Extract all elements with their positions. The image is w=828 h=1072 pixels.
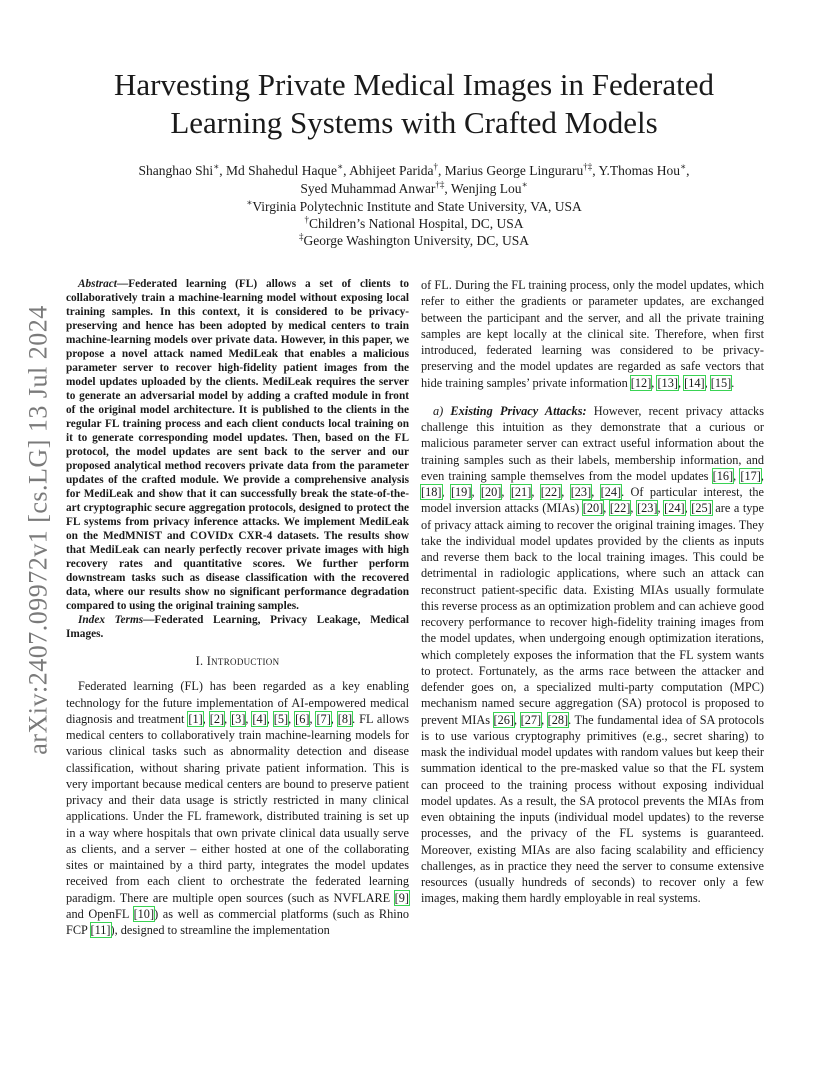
arxiv-identifier: arXiv:2407.09972v1 [cs.LG] 13 Jul 2024 [24,305,53,755]
affiliation-mark: ‡ [298,231,304,242]
body-text: are a type of privacy attack aiming to recover the original training images. They take the individual model updates provided by the clients as inputs and reverse them back to the local training images. This could be detrimental in radiologic applications, where such an attack can reconstruct patient-specific data. Existing MIAs usually formulate this reverse process as an optimization problem and can achieve good recovery performance to recover high-fidelity training images from the model updates, when undergoing enough optimization iterations, which completely exposes the information that the FL system wants to protect. Fortunately, as the arms race between the attacker and defender goes on, a specialized multi-party computation (MPC) mechanism named secure aggregation (SA) protocol is proposed to prevent MIAs [421,501,764,727]
body-text: . Of particular interest, the model inversion attacks (MIAs) [421,485,764,516]
citation-link[interactable]: [18] [421,485,442,499]
body-text: , [531,485,541,499]
body-text: , [224,711,232,726]
arxiv-stamp [22,295,56,765]
body-text: , [441,485,451,499]
author-mark: † [433,161,438,172]
affiliation [80,215,748,232]
author-mark: ∗ [679,161,687,172]
citation-link[interactable]: [20] [480,485,502,499]
citation-link[interactable]: [26] [493,712,515,727]
author: Shanghao Shi [138,163,214,178]
citation-link[interactable]: [24] [664,501,685,516]
right-column [421,277,764,907]
author: Md Shahedul Haque [226,163,337,178]
citation-link[interactable]: [14] [684,375,705,390]
body-text: and OpenFL [66,906,134,921]
body-text: of FL. During the FL training process, only the model updates, which refer to either the gradients or parameter updates, are exchanged between the participant and the server, and all the private training samples are kept locally at the clinical site. Therefore, when first introduced, federated learning was considered to be privacy-preserving and the model updates are regarded as safe vectors that hide training samples’ private information [421,278,764,390]
affiliation-text: Virginia Polytechnic Institute and State University, VA, USA [252,199,582,214]
author: Marius George Linguraru [444,163,584,178]
citation-link[interactable]: [8] [337,711,353,726]
body-text: , [630,501,637,516]
author-line-1: Shanghao Shi∗, Md Shahedul Haque∗, Abhijeet Parida†, Marius George Linguraru†‡, Y.Thomas Hou∗, [138,161,690,178]
affiliation-text: George Washington University, DC, USA [303,233,530,248]
body-text: , [561,485,571,499]
body-text: , [202,711,210,726]
citation-link[interactable]: [4] [252,711,267,726]
citation-link[interactable]: [22] [540,485,562,499]
author-mark: †‡ [435,179,445,190]
body-text: Federated learning (FL) has been regarded as a key enabling technology for the future implementation of AI-empowered medical diagnosis and treatment [66,679,409,726]
body-text: , [330,711,338,726]
citation-link[interactable]: [21] [510,485,532,499]
index-terms [66,613,409,641]
body-text: , [266,711,274,726]
citation-link[interactable]: [3] [231,711,246,726]
body-text: , [541,712,548,727]
paper-title: Harvesting Private Medical Images in Federated Learning Systems with Crafted Models [114,67,714,140]
intro-paragraph-2 [421,277,764,391]
citation-link[interactable]: [23] [636,501,658,516]
body-text: , [514,712,521,727]
citation-link[interactable]: [7] [316,711,331,726]
index-terms-text: —Federated Learning, Privacy Leakage, Medical Images. [66,614,409,640]
body-text: ), designed to streamline the implementation [110,923,330,937]
citation-link[interactable]: [28] [547,712,569,727]
citation-link[interactable]: [15] [710,375,732,390]
body-text: , [501,485,511,499]
body-text: , [677,375,685,390]
citation-link[interactable]: [13] [657,375,678,390]
body-text: , [651,375,658,390]
body-text: , [591,485,601,499]
existing-privacy-attacks-paragraph [421,403,764,907]
citation-link[interactable]: [22] [609,501,631,516]
author-mark: ∗ [337,161,344,172]
citation-link[interactable]: [1] [188,711,203,726]
author-mark: †‡ [583,161,593,172]
body-text: , [309,711,317,726]
body-text: ) as well as commercial platforms (such as Rhino FCP [66,906,409,937]
author-mark: ∗ [213,161,220,172]
body-text: , [245,711,253,726]
body-text: . FL allows medical centers to collaboratively train machine-learning models for various clinical tasks such as abnormality detection and disease classification, without sharing private patient information. This is very important because medical centers are bound to preserve patient privacy and their data usage is strictly restricted in many clinical applications. Under the FL framework, distributed training is set up in a way where hospitals that own private clinical data usually serve as clients, and a server – either hosted at one of the collaborating sites or maintained by a third party, integrates the model updates received from each client to orchestrate the federated learning paradigm. There are multiple open sources (such as NVFLARE [66,711,410,905]
body-text: , [760,468,764,483]
author: Wenjing Lou [450,181,522,196]
affiliation-mark: † [304,214,309,225]
body-text: , [288,711,296,726]
abstract-text: —Federated learning (FL) allows a set of clients to collaboratively train a machine-learning model without exposing local training samples. In this context, it is considered to be privacy-preserving and hence has been adopted by medical centers to train machine-learning models over private data. However, in this paper, we propose a novel attack named MediLeak that enables a malicious parameter server to recover high-fidelity patient images from the model updates uploaded by the clients. MediLeak requires the server to generate an adversarial model by adding a crafted module in front of the original model architecture. It is published to the clients in the regular FL training process and each client conducts local training on it to generate corresponding model updates. Then, based on the FL protocol, the model updates are sent back to the server and our proposed analytical method recovers private data from the parameter updates of the crafted module. We provide a comprehensive analysis for MediLeak and show that it can successfully break the state-of-the-art cryptographic secure aggregation protocols, designed to protect the FL systems from privacy inference attacks. We implement MediLeak on the MedMNIST and COVIDx CXR-4 datasets. The results show that MediLeak can nearly perfectly recover private images with high recovery rates and quantitative scores. We further perform downstream tasks such as disease classification with the recovered data, where our results show no significant performance degradation compared to using the original training samples. [66,278,409,612]
citation-link[interactable]: [6] [295,711,310,726]
author: Y.Thomas Hou [598,163,680,178]
citation-link[interactable]: [11] [90,923,111,937]
body-text: , [657,501,665,516]
citation-link[interactable]: [24] [600,485,622,499]
author-mark: ∗ [521,179,528,190]
author-list [80,162,748,198]
body-text: , [603,501,610,516]
body-text: . The fundamental idea of SA protocols is to use various cryptography primitives (e.g., secret sharing) to mask the individual model updates with random values but keep their summation identical to the pre-masked value so that the FL system can proceed to the training process without exposing individual model updates. As a result, the SA protocol prevents the MIAs from even obtaining the inputs (individual model updates) to the reverse processes, and the privacy of the FL systems is guaranteed. Moreover, existing MIAs are also facing scalability and efficiency challenges, as in practice they need the server to consume extensive resources (usually hundreds of seconds) to recover only a few images, making them hardly employable in real systems. [421,712,764,906]
body-text: , [733,468,741,483]
affiliation [80,232,748,249]
intro-paragraph-1 [66,678,409,938]
left-column [66,277,409,938]
citation-link[interactable]: [25] [691,501,712,516]
citation-link[interactable]: [10] [133,906,155,921]
abstract-lead: Abstract [78,278,117,290]
citation-link[interactable]: [20] [582,501,604,516]
subsection-title: Existing Privacy Attacks: [450,403,587,418]
affiliation [80,198,748,215]
author-line-2: Syed Muhammad Anwar†‡, Wenjing Lou∗ [300,179,528,196]
author: Syed Muhammad Anwar [300,181,436,196]
citation-link[interactable]: [27] [520,712,542,727]
body-text: However, recent privacy attacks challenge this intuition as they demonstrate that a curious or malicious parameter server can extract useful information about the training samples such as their labels, membership information, and even training sample themselves from the model updates [421,403,764,483]
affiliation-mark: ∗ [246,197,253,208]
citation-link[interactable]: [2] [209,711,225,726]
citation-link[interactable]: [9] [394,890,409,905]
body-text: , [684,501,692,516]
abstract [66,277,409,613]
body-text: . [731,375,735,390]
citation-link[interactable]: [19] [450,485,472,499]
citation-link[interactable]: [5] [273,711,289,726]
citation-link[interactable]: [12] [630,375,652,390]
citation-link[interactable]: [17] [740,468,761,483]
index-terms-lead: Index Terms [78,614,144,626]
author: Abhijeet Parida [349,163,434,178]
affiliation-text: Children’s National Hospital, DC, USA [309,216,524,231]
citation-link[interactable]: [23] [570,485,592,499]
body-text: , [471,485,481,499]
citation-link[interactable]: [16] [712,468,734,483]
body-text: , [704,375,711,390]
section-heading: I. Introduction [195,654,280,668]
subsection-label: a) [433,403,451,418]
